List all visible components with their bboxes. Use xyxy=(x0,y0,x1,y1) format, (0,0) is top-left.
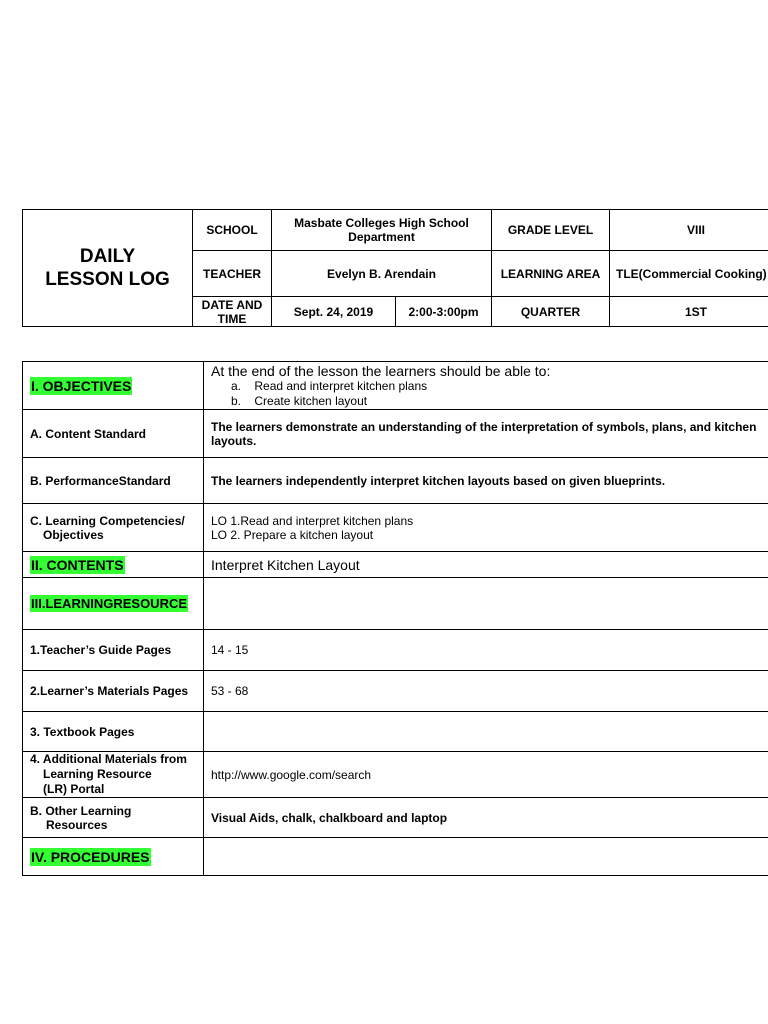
teacher-value: Evelyn B. Arendain xyxy=(272,251,492,297)
performance-standard-label: B. PerformanceStandard xyxy=(23,458,204,504)
other-resources-value: Visual Aids, chalk, chalkboard and laptop xyxy=(204,798,768,838)
lesson-log-title: DAILY LESSON LOG xyxy=(23,210,193,327)
objectives-cell xyxy=(204,362,768,410)
procedures-value xyxy=(204,838,768,876)
teachers-guide-value: 14 - 15 xyxy=(204,630,768,671)
content-standard-label: A. Content Standard xyxy=(23,410,204,458)
learners-materials-value: 53 - 68 xyxy=(204,671,768,712)
learning-area-value: TLE(Commercial Cooking) xyxy=(610,251,768,297)
school-value: Masbate Colleges High School Department xyxy=(272,210,492,251)
lesson-body-table xyxy=(22,361,768,876)
objectives-heading-cell xyxy=(23,362,204,410)
objectives-intro: At the end of the lesson the learners should be able to: xyxy=(211,363,551,379)
other-resources-label: B. Other Learning Resources xyxy=(23,798,204,838)
contents-value: Interpret Kitchen Layout xyxy=(204,552,768,578)
learners-materials-label: 2.Learner’s Materials Pages xyxy=(23,671,204,712)
quarter-label: QUARTER xyxy=(492,297,610,327)
quarter-value: 1ST xyxy=(610,297,768,327)
teacher-label: TEACHER xyxy=(193,251,272,297)
textbook-pages-label: 3. Textbook Pages xyxy=(23,712,204,752)
contents-heading-cell xyxy=(23,552,204,578)
competencies-value: LO 1.Read and interpret kitchen plans LO 2. Prepare a kitchen layout xyxy=(204,504,768,552)
textbook-pages-value xyxy=(204,712,768,752)
list-item: b. Create kitchen layout xyxy=(231,394,368,408)
content-standard-value: The learners demonstrate an understanding of the interpretation of symbols, plans, and kitchen layouts. xyxy=(204,410,768,458)
procedures-heading: IV. PROCEDURES xyxy=(31,848,150,865)
learning-resource-value xyxy=(204,578,768,630)
learning-resource-heading: III.LEARNINGRESOURCE xyxy=(31,596,188,611)
header-table xyxy=(22,209,768,327)
objectives-heading: I. OBJECTIVES xyxy=(31,377,132,394)
additional-materials-value: http://www.google.com/search xyxy=(204,752,768,798)
contents-heading: II. CONTENTS xyxy=(31,556,124,573)
procedures-heading-cell xyxy=(23,838,204,876)
objectives-list xyxy=(211,379,768,409)
competencies-label: C. Learning Competencies/ Objectives xyxy=(23,504,204,552)
list-item: a. Read and interpret kitchen plans xyxy=(231,379,428,393)
learning-area-label: LEARNING AREA xyxy=(492,251,610,297)
time-value: 2:00-3:00pm xyxy=(396,297,492,327)
grade-level-value: VIII xyxy=(610,210,768,251)
grade-level-label: GRADE LEVEL xyxy=(492,210,610,251)
learning-resource-heading-cell xyxy=(23,578,204,630)
date-value: Sept. 24, 2019 xyxy=(272,297,396,327)
school-label: SCHOOL xyxy=(193,210,272,251)
performance-standard-value: The learners independently interpret kitchen layouts based on given blueprints. xyxy=(204,458,768,504)
teachers-guide-label: 1.Teacher’s Guide Pages xyxy=(23,630,204,671)
additional-materials-label: 4. Additional Materials from Learning Resource (LR) Portal xyxy=(23,752,204,798)
date-time-label: DATE AND TIME xyxy=(193,297,272,327)
